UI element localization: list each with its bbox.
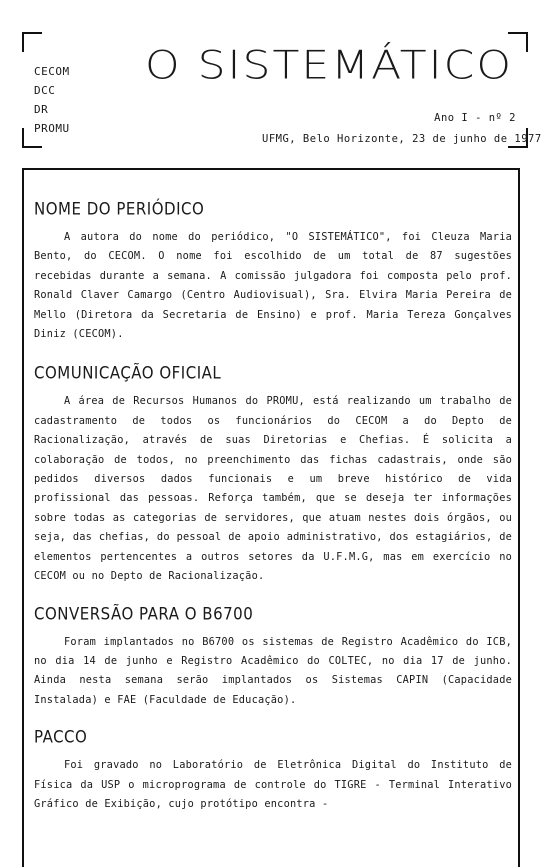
- organization-list: [34, 62, 70, 138]
- dateline: UFMG, Belo Horizonte, 23 de junho de 1977: [262, 133, 542, 145]
- org-line: DR: [34, 103, 49, 116]
- section-heading: COMUNICAÇÃO OFICIAL: [34, 363, 222, 384]
- section-body: A área de Recursos Humanos do PROMU, está realizando um trabalho de cadastramento de todos os funcionários do CECOM a do Depto de Racionalização, através de suas Diretorias e Chefias. É solicita a colaboração de todos, no preenchimento das fichas cadastrais, onde são pedidos diversos dados funcionais e um breve histórico de vida profissional das pessoas. Reforça também, que se deseja ter informações sobre todas as categorias de servidores, que atuam nestes dois órgãos, ou seja, das chefias, do pessoal de apoio administrativo, dos estagiários, de elementos pertencentes a outros setores da U.F.M.G, mas em exercício no CECOM ou no Depto de Racionalização.: [34, 395, 512, 583]
- article-frame: [22, 168, 520, 867]
- section-body: Foi gravado no Laboratório de Eletrônica Digital do Instituto de Física da USP o microprograma de controle do TIGRE - Terminal Interativo Gráfico de Exibição, cujo protótipo encontra -: [34, 759, 512, 810]
- section-heading: CONVERSÃO PARA O B6700: [34, 603, 254, 624]
- section-heading: PACCO: [34, 727, 88, 748]
- section-heading: NOME DO PERIÓDICO: [34, 199, 205, 219]
- org-line: PROMU: [34, 122, 70, 135]
- section-nome-do-periodico: [34, 200, 512, 344]
- section-pacco: [34, 728, 512, 814]
- newsletter-title: O SISTEMÁTICO: [145, 42, 513, 89]
- org-line: DCC: [34, 84, 56, 97]
- section-body: Foram implantados no B6700 os sistemas de Registro Acadêmico do ICB, no dia 14 de junho e Registro Acadêmico do COLTEC, no dia 17 de junho. Ainda nesta semana serão implantados os Sistemas CAPIN (Capacidade Instalada) e FAE (Faculdade de Educação).: [34, 635, 512, 706]
- section-body: A autora do nome do periódico, "O SISTEMÁTICO", foi Cleuza Maria Bento, do CECOM. O nome foi escolhido de um total de 87 sugestões recebidas durante a semana. A comissão julgadora foi composta pelo prof. Ronald Claver Camargo (Centro Audiovisual), Sra. Elvira Maria Pereira de Mello (Diretora da Secretaria de Ensino) e prof. Maria Tereza Gonçalves Diniz (CECOM).: [34, 231, 512, 341]
- article-content: [34, 200, 512, 814]
- section-conversao-b6700: [34, 605, 512, 711]
- issue-number: Ano I - nº 2: [434, 112, 516, 124]
- org-line: CECOM: [34, 65, 70, 78]
- frame-corner-top-left: [22, 32, 42, 52]
- section-comunicacao-oficial: [34, 364, 512, 586]
